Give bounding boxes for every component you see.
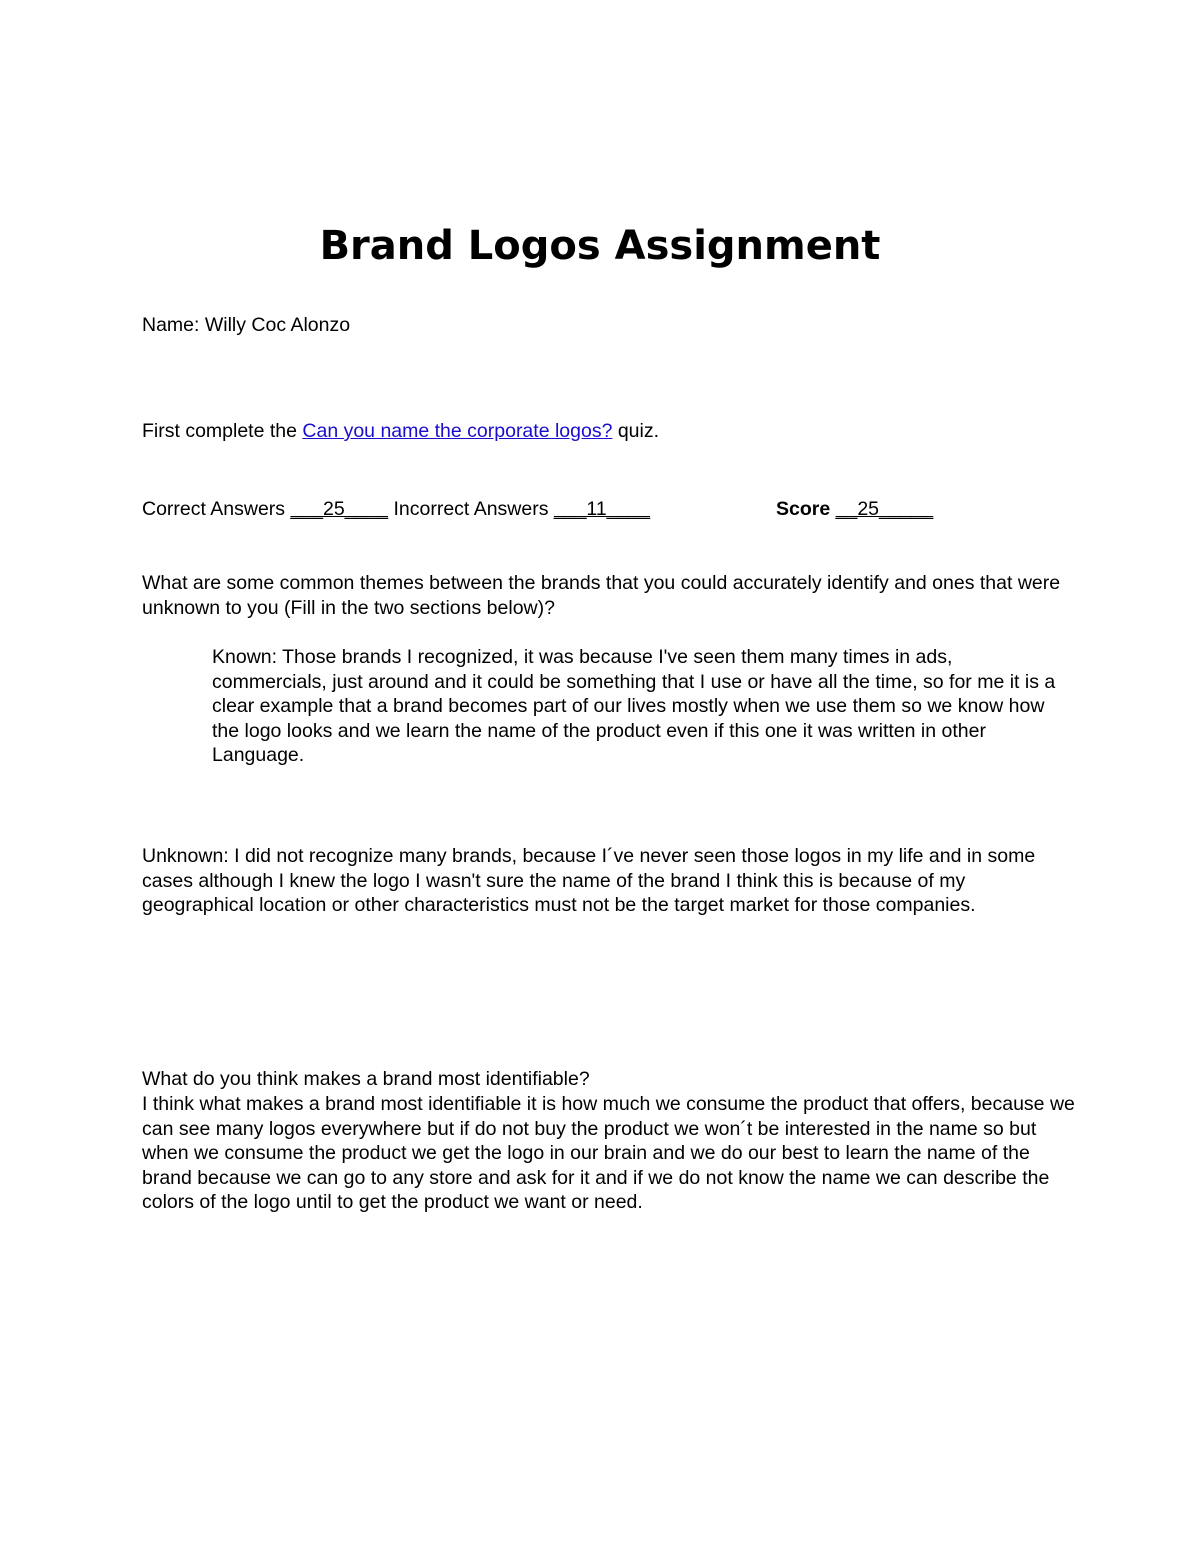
question-common-themes: What are some common themes between the brands that you could accurately identify and ones that were unknown to you (Fill in the two sections below)?: [142, 572, 1061, 619]
quiz-instruction-suffix: quiz.: [612, 420, 660, 442]
score-value: __25_____: [835, 498, 934, 520]
quiz-link[interactable]: Can you name the corporate logos?: [302, 420, 613, 442]
page-title: Brand Logos Assignment: [319, 223, 881, 269]
results-line: [142, 497, 650, 522]
score-line: [776, 497, 933, 522]
identifiable-answer: I think what makes a brand most identifiable it is how much we consume the product that offers, because we can see many logos everywhere but if do not buy the product we won´t be interested in the name so but when we consume the product we get the logo in our brain and we do our best to learn the name of the brand because we can go to any store and ask for it and if we do not know the name we can describe the colors of the logo until to get the product we want or need.: [142, 1093, 1075, 1213]
quiz-instruction-prefix: First complete the: [142, 420, 303, 442]
known-answer: Known: Those brands I recognized, it was because I've seen them many times in ads, commercials, just around and it could be something that I use or have all the time, so for me it is a clear example that a brand becomes part of our lives mostly when we use them so we know how the logo looks and we learn the name of the product even if this one it was written in other Language.: [212, 646, 1056, 766]
correct-answers-value: ___25____: [290, 498, 389, 520]
unknown-answer: Unknown: I did not recognize many brands, because I´ve never seen those logos in my life and in some cases although I knew the logo I wasn't sure the name of the brand I think this is because of my geographical location or other characteristics must not be the target market for those companies.: [142, 845, 1036, 916]
quiz-instruction: [142, 419, 659, 444]
score-label: Score: [776, 498, 836, 520]
incorrect-answers-label: Incorrect Answers: [388, 498, 554, 520]
name-line: Name: Willy Coc Alonzo: [142, 314, 351, 336]
correct-answers-label: Correct Answers: [142, 498, 291, 520]
question-identifiable: What do you think makes a brand most identifiable?: [142, 1068, 590, 1090]
incorrect-answers-value: ___11____: [553, 498, 651, 520]
